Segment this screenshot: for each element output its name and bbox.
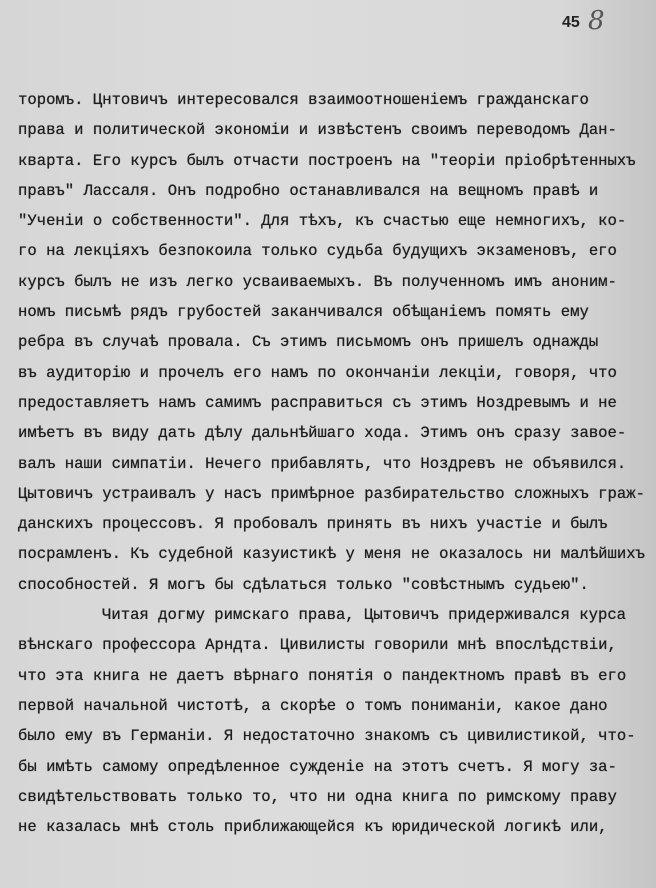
text-line: предоставляетъ намъ самимъ расправиться съ этимъ Ноздревымъ и не — [18, 393, 617, 412]
text-line: валъ наши симпатіи. Нечего прибавлять, что Ноздревъ не объявился. — [18, 454, 627, 473]
text-line: первой начальной чистотѣ, а скорѣе о томъ пониманіи, какое дано — [18, 696, 608, 715]
text-line: не казалась мнѣ столь приближающейся къ юридической логикѣ или, — [18, 818, 608, 837]
text-line: имѣетъ въ виду дать дѣлу дальнѣйшаго хода. Этимъ онъ сразу завое- — [18, 424, 627, 443]
text-line: правъ" Лассаля. Онъ подробно останавливался на вещномъ правѣ и — [18, 181, 599, 200]
text-line: "Ученіи о собственности". Для тѣхъ, къ счастью еще немногихъ, ко- — [18, 212, 627, 231]
text-line: посрамленъ. Къ судебной казуистикѣ у меня не оказалось ни малѣйшихъ — [18, 545, 645, 564]
text-line: курсъ былъ не изъ легко усваиваемыхъ. Въ полученномъ имъ аноним- — [18, 272, 617, 291]
paragraph-start-line: Читая догму римскаго права, Цытовичъ придерживался курса — [102, 606, 627, 625]
text-line: вѣнскаго профессора Арндта. Цивилисты говорили мнѣ впослѣдствіи, — [18, 636, 617, 655]
text-line: способностей. Я могъ бы сдѣлаться только "совѣстнымъ судьею". — [18, 575, 589, 594]
text-line: въ аудиторію и прочелъ его намъ по окончаніи лекціи, говоря, что — [18, 363, 617, 382]
handwritten-page-correction: 8 — [588, 6, 605, 36]
typewritten-text — [18, 88, 645, 845]
text-line: было ему въ Германіи. Я недостаточно знакомъ съ цивилистикой, что- — [18, 727, 636, 746]
text-line: торомъ. Цнтовичъ интересовался взаимоотношеніемъ гражданскаго — [18, 91, 589, 109]
text-line: бы имѣть самому опредѣленное сужденіе на этотъ счетъ. Я могу за- — [18, 757, 617, 776]
text-line: номъ письмѣ рядъ грубостей заканчивался обѣщаніемъ помять ему — [18, 303, 589, 322]
text-line: го на лекціяхъ безпокоила только судьба будущихъ экзаменовъ, его — [18, 242, 617, 261]
text-line: свидѣтельствовать только то, что ни одна книга по римскому праву — [18, 787, 617, 806]
text-line: что эта книга не даетъ вѣрнаго понятія о пандектномъ правѣ въ его — [18, 666, 627, 685]
page-number: 45 — [562, 14, 580, 31]
text-line: права и политической экономіи и извѣстенъ своимъ переводомъ Дан- — [18, 121, 617, 140]
text-line: Цытовичъ устраивалъ у насъ примѣрное разбирательство сложныхъ граж- — [18, 484, 645, 503]
text-line: данскихъ процессовъ. Я пробовалъ принять въ нихъ участіе и былъ — [18, 515, 608, 534]
text-line: ребра въ случаѣ провала. Съ этимъ письмомъ онъ пришелъ однажды — [18, 333, 599, 352]
text-line: кварта. Его курсъ былъ отчасти построенъ на "теоріи пріобрѣтенныхъ — [18, 151, 636, 170]
